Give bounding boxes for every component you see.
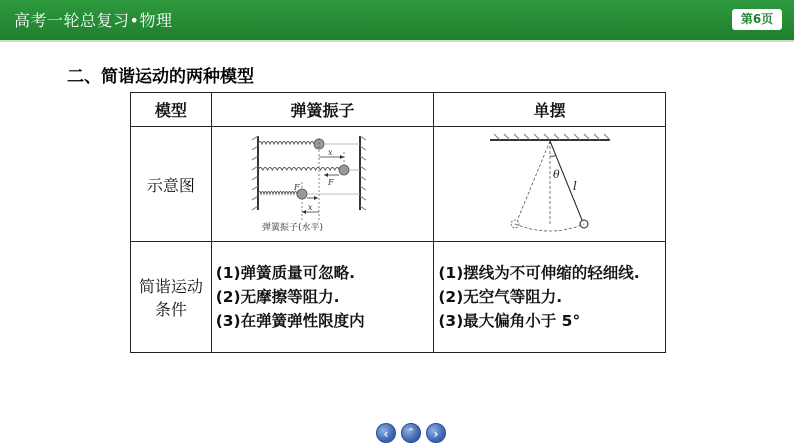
header-model: 模型 xyxy=(131,93,212,127)
list-item: (1)摆线为不可伸缩的轻细线. xyxy=(438,264,640,282)
svg-text:F: F xyxy=(293,183,300,192)
slide-navigation xyxy=(376,423,446,443)
header-pendulum: 单摆 xyxy=(434,93,666,127)
list-item: (3)最大偏角小于 5° xyxy=(438,312,581,330)
svg-text:x: x xyxy=(327,148,333,157)
spring-conditions-list xyxy=(212,257,434,337)
header-bar xyxy=(0,0,794,40)
svg-text:x: x xyxy=(307,203,313,212)
header-spring: 弹簧振子 xyxy=(211,93,434,127)
theta-label: θ xyxy=(552,168,560,181)
list-item: (3)在弹簧弹性限度内 xyxy=(215,312,365,330)
spring-oscillator-diagram xyxy=(248,132,398,236)
course-title: 高考一轮总复习•物理 xyxy=(14,11,173,30)
pendulum-conditions-list xyxy=(434,257,665,337)
header-divider xyxy=(0,40,794,42)
prev-arrow-icon[interactable]: ‹ xyxy=(376,423,396,443)
table-row xyxy=(131,127,666,242)
list-item: (2)无空气等阻力. xyxy=(438,288,563,306)
spring-caption: 弹簧振子(水平) xyxy=(261,223,323,233)
spring-diagram-cell xyxy=(211,127,434,242)
table-row xyxy=(131,242,666,353)
row-label-conditions: 简谐运动条件 xyxy=(131,242,212,353)
spring-conditions-cell xyxy=(211,242,434,353)
list-item: (2)无摩擦等阻力. xyxy=(215,288,340,306)
home-arrow-icon[interactable]: ˆ xyxy=(401,423,421,443)
pendulum-conditions-cell xyxy=(434,242,666,353)
simple-pendulum-diagram xyxy=(470,132,630,236)
page-number-badge: 第6页 xyxy=(732,9,782,30)
list-item: (1)弹簧质量可忽略. xyxy=(215,264,356,282)
row-label-diagram: 示意图 xyxy=(131,127,212,242)
table-header-row xyxy=(131,93,666,127)
length-label: l xyxy=(572,179,577,193)
next-arrow-icon[interactable]: › xyxy=(426,423,446,443)
models-table xyxy=(130,92,666,353)
pendulum-diagram-cell xyxy=(434,127,666,242)
section-title: 二、简谐运动的两种模型 xyxy=(67,67,254,87)
svg-text:F: F xyxy=(327,178,334,187)
